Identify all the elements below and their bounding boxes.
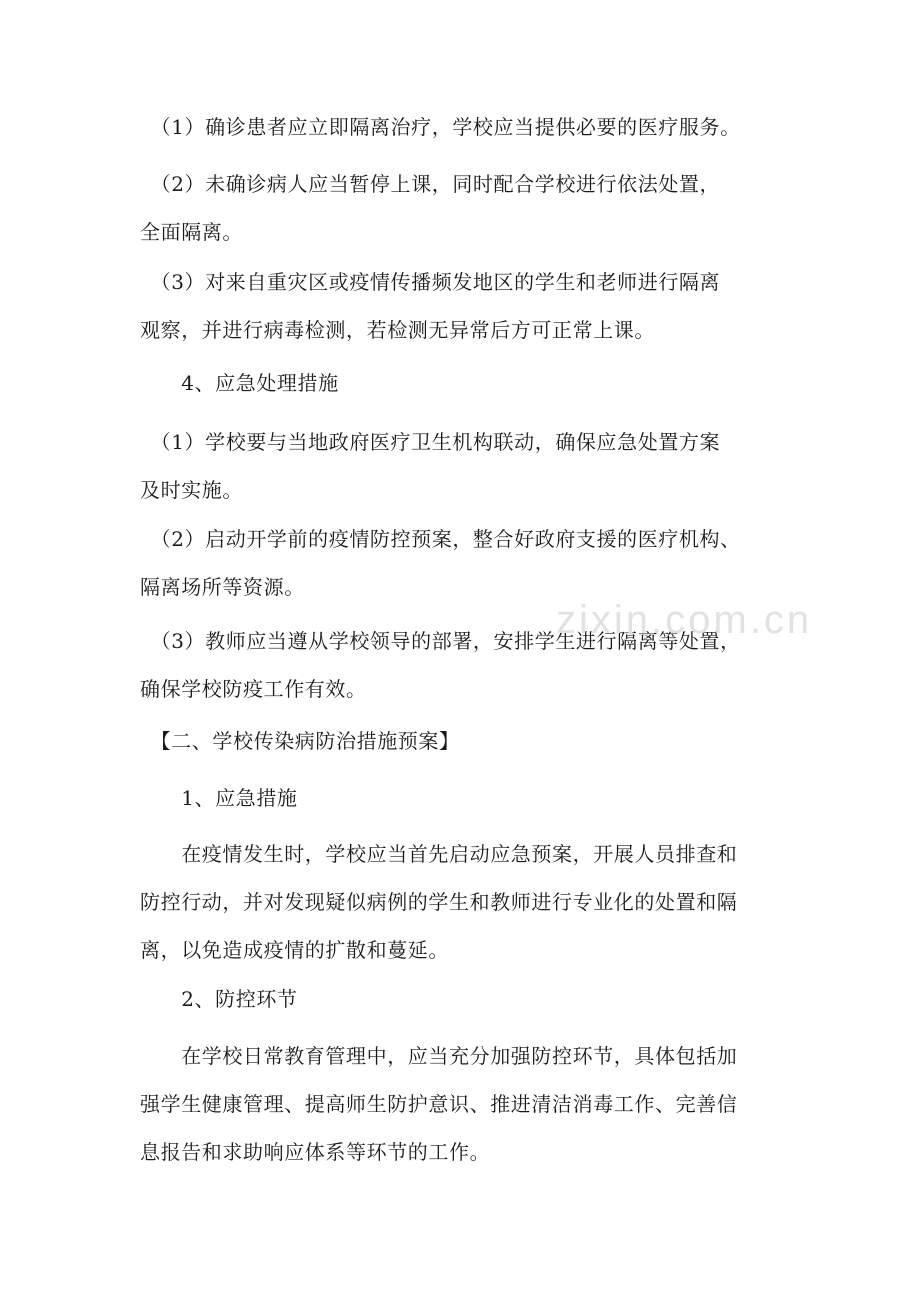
paragraph-1 <box>140 114 800 140</box>
text-line: （3）对来自重灾区或疫情传播频发地区的学生和老师进行隔离 <box>140 270 721 294</box>
text-line: （2）未确诊病人应当暂停上课，同时配合学校进行依法处置， <box>140 172 721 196</box>
paragraph-6 <box>140 526 800 600</box>
text-line: 强学生健康管理、提高师生防护意识、推进清洁消毒工作、完善信 <box>140 1092 738 1116</box>
paragraph-5 <box>140 429 800 503</box>
text-line: 在疫情发生时，学校应当首先启动应急预案，开展人员排查和 <box>140 842 738 866</box>
text-line: 及时实施。 <box>140 478 243 502</box>
paragraph-10 <box>140 841 800 963</box>
text-line: （3）教师应当遵从学校领导的部署，安排学生进行隔离等处置， <box>140 629 741 653</box>
text-line: （2）启动开学前的疫情防控预案，整合好政府支援的医疗机构、 <box>140 527 741 551</box>
text-line: 离，以免造成疫情的扩散和蔓延。 <box>140 938 449 962</box>
text-line: 息报告和求助响应体系等环节的工作。 <box>140 1140 491 1164</box>
text-line: 在学校日常教育管理中，应当充分加强防控环节，具体包括加 <box>140 1044 738 1068</box>
text-line: 防控行动，并对发现疑似病例的学生和教师进行专业化的处置和隔 <box>140 890 738 914</box>
paragraph-7 <box>140 628 800 702</box>
paragraph-12 <box>140 1043 800 1165</box>
text-line: 隔离场所等资源。 <box>140 575 305 599</box>
text-line: 全面隔离。 <box>140 220 243 244</box>
text-line: 1、应急措施 <box>140 786 298 810</box>
text-line: （1）学校要与当地政府医疗卫生机构联动，确保应急处置方案 <box>140 430 721 454</box>
text-line: 4、应急处理措施 <box>140 371 339 395</box>
paragraph-3 <box>140 269 800 343</box>
sub-heading-2 <box>140 986 800 1012</box>
text-line: 观察，并进行病毒检测，若检测无异常后方可正常上课。 <box>140 318 655 342</box>
section-heading-4 <box>140 370 800 396</box>
text-line: 【二、学校传染病防治措施预案】 <box>140 729 460 753</box>
text-line: （1）确诊患者应立即隔离治疗，学校应当提供必要的医疗服务。 <box>140 115 741 139</box>
sub-heading-1 <box>140 785 800 811</box>
paragraph-2 <box>140 171 800 245</box>
section-title <box>140 728 800 754</box>
text-line: 2、防控环节 <box>140 987 298 1011</box>
text-line: 确保学校防疫工作有效。 <box>140 677 367 701</box>
watermark: zixin.com.cn <box>556 598 813 642</box>
